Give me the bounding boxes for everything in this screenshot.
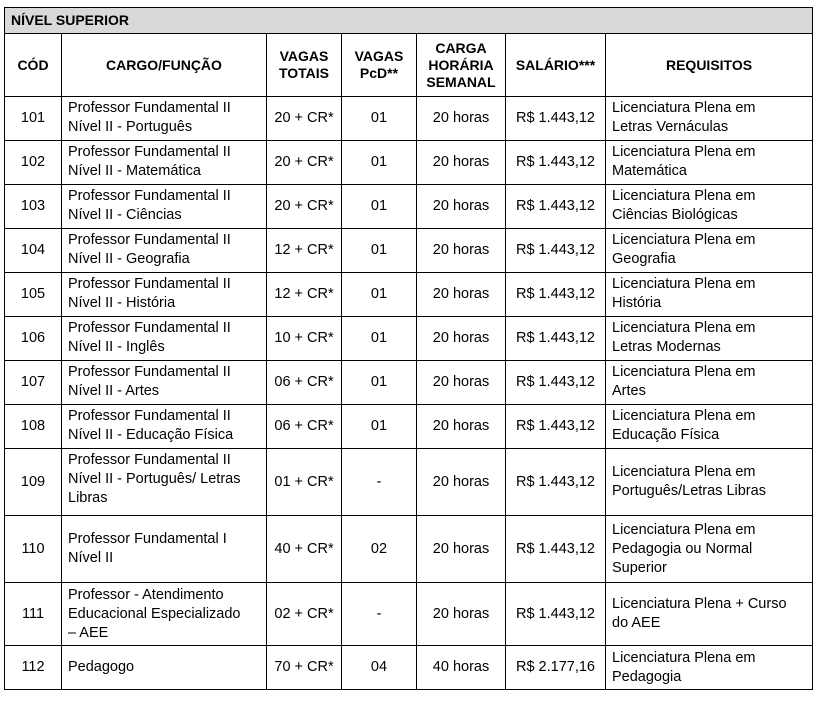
cell-requisitos: [606, 516, 813, 583]
cell-salario: R$ 1.443,12: [506, 185, 606, 229]
cell-requisitos: [606, 449, 813, 516]
table-row: [5, 646, 813, 690]
cell-carga: 20 horas: [417, 405, 506, 449]
cell-vagas: 20 + CR*: [267, 97, 342, 141]
cell-cargo-line: Nível II - Português: [68, 119, 193, 135]
table-row: [5, 405, 813, 449]
cell-carga: 20 horas: [417, 229, 506, 273]
cell-vagas: 10 + CR*: [267, 317, 342, 361]
cell-salario: R$ 1.443,12: [506, 449, 606, 516]
table-row: [5, 583, 813, 646]
header-cargo: CARGO/FUNÇÃO: [62, 34, 267, 97]
cell-cargo: [62, 361, 267, 405]
cell-requisitos-line: Licenciatura Plena em: [612, 408, 756, 424]
cell-requisitos-line: Matemática: [612, 163, 687, 179]
cell-cod: 111: [5, 583, 62, 646]
table-row: [5, 97, 813, 141]
cell-cargo-line: Professor Fundamental II: [68, 232, 231, 248]
cell-cargo: [62, 185, 267, 229]
cell-pcd: 01: [342, 405, 417, 449]
cell-cargo-line: Nível II - Português/ Letras: [68, 471, 241, 487]
cell-cargo: [62, 583, 267, 646]
header-row: [5, 34, 813, 97]
cell-vagas: 20 + CR*: [267, 141, 342, 185]
cell-salario: R$ 1.443,12: [506, 273, 606, 317]
cell-pcd: 01: [342, 361, 417, 405]
header-carga: CARGA HORÁRIA SEMANAL: [417, 34, 506, 97]
cell-cod: 104: [5, 229, 62, 273]
cell-cargo-line: Nível II - Matemática: [68, 163, 201, 179]
cell-cargo: [62, 229, 267, 273]
cell-pcd: 01: [342, 229, 417, 273]
cell-requisitos: [606, 273, 813, 317]
cell-vagas: 12 + CR*: [267, 273, 342, 317]
table-row: [5, 185, 813, 229]
cell-requisitos: [606, 405, 813, 449]
cell-cod: 109: [5, 449, 62, 516]
header-cod: CÓD: [5, 34, 62, 97]
cell-requisitos-line: Licenciatura Plena em: [612, 464, 756, 480]
cell-cargo-line: Professor Fundamental I: [68, 531, 227, 547]
cell-cargo-line: Professor Fundamental II: [68, 188, 231, 204]
cell-requisitos-line: Letras Modernas: [612, 339, 721, 355]
cell-carga: 20 horas: [417, 273, 506, 317]
cell-requisitos: [606, 229, 813, 273]
cell-requisitos-line: Licenciatura Plena em: [612, 144, 756, 160]
cell-requisitos-line: Licenciatura Plena em: [612, 364, 756, 380]
cell-vagas: 20 + CR*: [267, 185, 342, 229]
cell-requisitos-line: Pedagogia: [612, 668, 682, 685]
cell-cod: 112: [5, 646, 62, 690]
cell-cod: 103: [5, 185, 62, 229]
cell-requisitos-line: Artes: [612, 383, 646, 399]
cell-vagas: 12 + CR*: [267, 229, 342, 273]
cell-requisitos-line: Português/Letras Libras: [612, 483, 766, 499]
cell-requisitos-line: Licenciatura Plena em: [612, 320, 756, 336]
table-row: [5, 273, 813, 317]
table-row: [5, 516, 813, 583]
cell-carga: 20 horas: [417, 583, 506, 646]
cell-carga: 20 horas: [417, 449, 506, 516]
cell-carga: 20 horas: [417, 516, 506, 583]
cell-cargo-line: Nível II - Artes: [68, 383, 160, 399]
table-row: [5, 449, 813, 516]
cell-salario: R$ 1.443,12: [506, 317, 606, 361]
cell-pcd: 02: [342, 516, 417, 583]
header-vagas-pcd: VAGAS PcD**: [342, 34, 417, 97]
cell-requisitos-line: Licenciatura Plena em: [612, 232, 756, 248]
cell-cargo: [62, 646, 267, 690]
table-row: [5, 361, 813, 405]
cell-vagas: 06 + CR*: [267, 405, 342, 449]
cell-pcd: -: [342, 583, 417, 646]
cell-cod: 107: [5, 361, 62, 405]
cell-cargo-line: Nível II: [68, 550, 114, 566]
cell-salario: R$ 1.443,12: [506, 141, 606, 185]
cell-requisitos: [606, 317, 813, 361]
cell-pcd: 01: [342, 185, 417, 229]
cell-requisitos-line: Superior: [612, 559, 667, 576]
cell-salario: R$ 1.443,12: [506, 405, 606, 449]
cell-vagas: 70 + CR*: [267, 646, 342, 690]
cell-pcd: 04: [342, 646, 417, 690]
cell-cargo-line: Professor Fundamental II: [68, 276, 231, 292]
cell-vagas: 01 + CR*: [267, 449, 342, 516]
cell-cargo-line: Professor Fundamental II: [68, 408, 231, 424]
cell-cargo: [62, 97, 267, 141]
cell-requisitos-line: Pedagogia ou Normal: [612, 540, 753, 557]
cell-cargo-line: Professor Fundamental II: [68, 144, 231, 160]
header-requisitos: REQUISITOS: [606, 34, 813, 97]
cell-requisitos-line: Ciências Biológicas: [612, 207, 738, 223]
cell-requisitos-line: Licenciatura Plena em: [612, 276, 756, 292]
cell-salario: R$ 1.443,12: [506, 229, 606, 273]
cell-requisitos: [606, 97, 813, 141]
header-salario: SALÁRIO***: [506, 34, 606, 97]
document-table-wrapper: [4, 7, 813, 690]
cell-requisitos: [606, 361, 813, 405]
header-vagas-totais: VAGAS TOTAIS: [267, 34, 342, 97]
cell-cod: 110: [5, 516, 62, 583]
cell-cargo: [62, 516, 267, 583]
cell-cod: 108: [5, 405, 62, 449]
cell-salario: R$ 2.177,16: [506, 646, 606, 690]
cell-vagas: 02 + CR*: [267, 583, 342, 646]
cell-requisitos-line: do AEE: [612, 615, 661, 631]
cell-requisitos: [606, 583, 813, 646]
cell-salario: R$ 1.443,12: [506, 97, 606, 141]
cell-cod: 102: [5, 141, 62, 185]
cell-requisitos-line: Licenciatura Plena + Curso: [612, 596, 787, 612]
cell-cargo-line: Nível II - Ciências: [68, 207, 182, 223]
cell-cargo: [62, 317, 267, 361]
cell-cargo: [62, 449, 267, 516]
cell-carga: 20 horas: [417, 97, 506, 141]
cell-vagas: 40 + CR*: [267, 516, 342, 583]
cell-requisitos: [606, 141, 813, 185]
cell-pcd: 01: [342, 141, 417, 185]
cell-carga: 20 horas: [417, 361, 506, 405]
cell-salario: R$ 1.443,12: [506, 516, 606, 583]
cell-cargo-line: Professor Fundamental II: [68, 364, 231, 380]
cell-pcd: 01: [342, 317, 417, 361]
cell-cargo-line: Professor - Atendimento: [68, 586, 224, 603]
cell-salario: R$ 1.443,12: [506, 361, 606, 405]
cell-cargo-line: Nível II - Geografia: [68, 251, 190, 267]
cell-cargo: [62, 405, 267, 449]
cell-cod: 105: [5, 273, 62, 317]
cell-cargo-line: Libras: [68, 490, 108, 506]
cell-cod: 106: [5, 317, 62, 361]
cell-cargo-line: Professor Fundamental II: [68, 452, 231, 468]
cell-requisitos: [606, 185, 813, 229]
cell-carga: 20 horas: [417, 185, 506, 229]
table-row: [5, 229, 813, 273]
cell-carga: 20 horas: [417, 317, 506, 361]
title-row: [5, 8, 813, 34]
cell-cargo-line: Pedagogo: [68, 659, 135, 675]
cell-cargo-line: Nível II - História: [68, 295, 176, 311]
cell-carga: 40 horas: [417, 646, 506, 690]
cell-cargo-line: Professor Fundamental II: [68, 320, 231, 336]
cell-cargo-line: – AEE: [68, 624, 109, 641]
cell-carga: 20 horas: [417, 141, 506, 185]
cell-requisitos-line: Letras Vernáculas: [612, 119, 729, 135]
cell-requisitos-line: Licenciatura Plena em: [612, 521, 756, 538]
cell-salario: R$ 1.443,12: [506, 583, 606, 646]
cell-cargo-line: Nível II - Educação Física: [68, 427, 234, 443]
cell-requisitos-line: Licenciatura Plena em: [612, 100, 756, 116]
cell-cargo: [62, 273, 267, 317]
cell-requisitos-line: Educação Física: [612, 427, 720, 443]
table-row: [5, 317, 813, 361]
section-title: NÍVEL SUPERIOR: [5, 8, 813, 34]
cell-requisitos-line: Licenciatura Plena em: [612, 649, 756, 666]
cell-cargo-line: Educacional Especializado: [68, 605, 241, 622]
cell-cargo-line: Professor Fundamental II: [68, 100, 231, 116]
cell-pcd: 01: [342, 273, 417, 317]
vagas-table: [4, 7, 813, 690]
table-row: [5, 141, 813, 185]
cell-requisitos-line: Licenciatura Plena em: [612, 188, 756, 204]
cell-cod: 101: [5, 97, 62, 141]
cell-vagas: 06 + CR*: [267, 361, 342, 405]
cell-requisitos: [606, 646, 813, 690]
cell-requisitos-line: Geografia: [612, 251, 676, 267]
cell-pcd: -: [342, 449, 417, 516]
cell-pcd: 01: [342, 97, 417, 141]
cell-cargo-line: Nível II - Inglês: [68, 339, 165, 355]
cell-cargo: [62, 141, 267, 185]
cell-requisitos-line: História: [612, 295, 662, 311]
